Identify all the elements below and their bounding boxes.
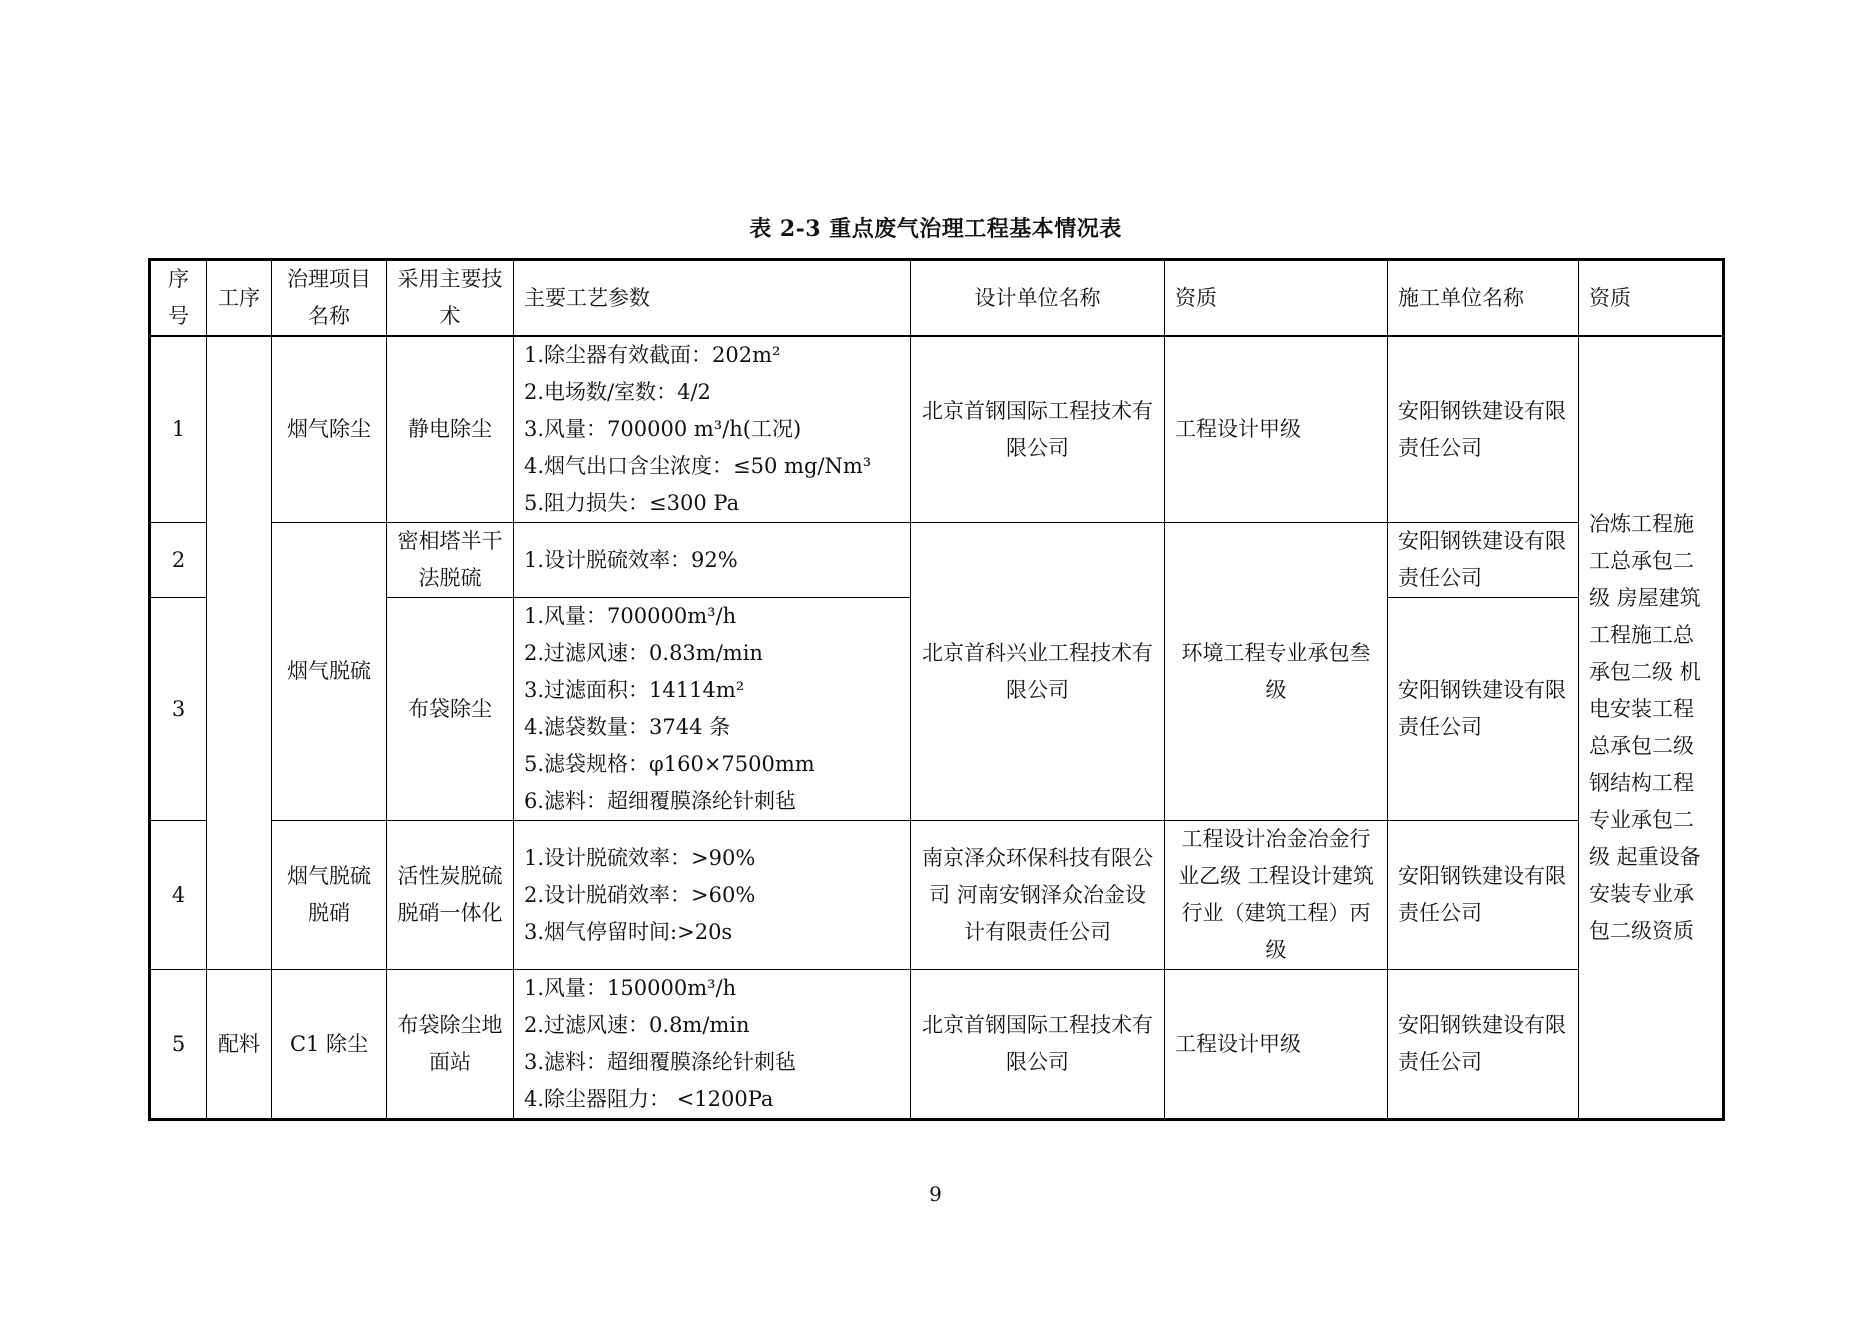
param-line: 5.滤袋规格：φ160×7500mm bbox=[524, 752, 815, 776]
row-params bbox=[514, 336, 911, 523]
builder-qualification-merged: 冶炼工程施工总承包二级 房屋建筑工程施工总承包二级 机电安装工程总承包二级 钢结构工程专业承包二级 起重设备安装专业承包二级资质 bbox=[1579, 336, 1724, 1120]
row-no: 5 bbox=[150, 970, 207, 1120]
row-designer-qualification: 工程设计甲级 bbox=[1165, 970, 1388, 1120]
row-params bbox=[514, 821, 911, 970]
row-no: 1 bbox=[150, 336, 207, 523]
row-designer: 北京首钢国际工程技术有限公司 bbox=[911, 336, 1165, 523]
header-builder: 施工单位名称 bbox=[1388, 260, 1579, 337]
row-project-name: 烟气脱硫脱硝 bbox=[272, 821, 387, 970]
row-technology: 布袋除尘地面站 bbox=[387, 970, 514, 1120]
param-line: 2.过滤风速：0.8m/min bbox=[524, 1013, 750, 1037]
param-line: 4.烟气出口含尘浓度：≤50 mg/Nm³ bbox=[524, 454, 872, 478]
header-builder-qualification: 资质 bbox=[1579, 260, 1724, 337]
row-project-name: 烟气除尘 bbox=[272, 336, 387, 523]
row-process: 配料 bbox=[207, 970, 272, 1120]
row-technology: 静电除尘 bbox=[387, 336, 514, 523]
row-designer: 南京泽众环保科技有限公司 河南安钢泽众冶金设计有限责任公司 bbox=[911, 821, 1165, 970]
row-builder: 安阳钢铁建设有限责任公司 bbox=[1388, 970, 1579, 1120]
param-line: 1.风量：700000m³/h bbox=[524, 604, 737, 628]
param-line: 2.设计脱硝效率：>60% bbox=[524, 882, 756, 907]
table-row bbox=[150, 970, 1724, 1120]
row-no: 2 bbox=[150, 523, 207, 598]
param-line: 2.过滤风速：0.83m/min bbox=[524, 641, 763, 665]
row-designer-qualification: 工程设计甲级 bbox=[1165, 336, 1388, 523]
row-designer: 北京首钢国际工程技术有限公司 bbox=[911, 970, 1165, 1120]
header-technology: 采用主要技术 bbox=[387, 260, 514, 337]
waste-gas-treatment-table bbox=[148, 258, 1725, 1121]
table-row bbox=[150, 523, 1724, 598]
row-params bbox=[514, 523, 911, 598]
row-builder: 安阳钢铁建设有限责任公司 bbox=[1388, 598, 1579, 821]
row-designer-qualification: 工程设计冶金冶金行业乙级 工程设计建筑行业（建筑工程）丙级 bbox=[1165, 821, 1388, 970]
header-designer-qualification: 资质 bbox=[1165, 260, 1388, 337]
param-line: 6.滤料：超细覆膜涤纶针刺毡 bbox=[524, 789, 797, 813]
row-designer-merged: 北京首科兴业工程技术有限公司 bbox=[911, 523, 1165, 821]
row-technology: 密相塔半干法脱硫 bbox=[387, 523, 514, 598]
row-builder: 安阳钢铁建设有限责任公司 bbox=[1388, 821, 1579, 970]
row-technology: 活性炭脱硫脱硝一体化 bbox=[387, 821, 514, 970]
row-builder: 安阳钢铁建设有限责任公司 bbox=[1388, 523, 1579, 598]
param-line: 4.除尘器阻力： <1200Pa bbox=[524, 1087, 774, 1111]
param-line: 4.滤袋数量：3744 条 bbox=[524, 715, 731, 739]
table-title: 表 2-3 重点废气治理工程基本情况表 bbox=[749, 216, 1122, 242]
param-line: 1.除尘器有效截面：202m² bbox=[524, 343, 781, 367]
table-row bbox=[150, 336, 1724, 523]
header-params: 主要工艺参数 bbox=[514, 260, 911, 337]
header-designer: 设计单位名称 bbox=[911, 260, 1165, 337]
header-process: 工序 bbox=[207, 260, 272, 337]
row-process-merged bbox=[207, 336, 272, 970]
header-no: 序号 bbox=[150, 260, 207, 337]
param-line: 3.烟气停留时间:>20s bbox=[524, 919, 733, 944]
page-number: 9 bbox=[929, 1182, 942, 1206]
row-designer-qualification-merged: 环境工程专业承包叁级 bbox=[1165, 523, 1388, 821]
param-line: 2.电场数/室数：4/2 bbox=[524, 380, 711, 404]
row-technology: 布袋除尘 bbox=[387, 598, 514, 821]
param-line: 3.过滤面积：14114m² bbox=[524, 678, 745, 702]
row-project-name: C1 除尘 bbox=[272, 970, 387, 1120]
param-line: 1.设计脱硫效率：>90% bbox=[524, 845, 756, 870]
param-line: 1.风量：150000m³/h bbox=[524, 976, 737, 1000]
header-project-name: 治理项目名称 bbox=[272, 260, 387, 337]
table-row bbox=[150, 821, 1724, 970]
param-line: 1.设计脱硫效率：92% bbox=[524, 547, 738, 572]
header-row bbox=[150, 260, 1724, 337]
row-params bbox=[514, 970, 911, 1120]
param-line: 5.阻力损失：≤300 Pa bbox=[524, 491, 740, 515]
row-no: 4 bbox=[150, 821, 207, 970]
row-params bbox=[514, 598, 911, 821]
param-line: 3.滤料：超细覆膜涤纶针刺毡 bbox=[524, 1050, 797, 1074]
row-no: 3 bbox=[150, 598, 207, 821]
param-line: 3.风量：700000 m³/h(工况) bbox=[524, 417, 802, 441]
row-builder: 安阳钢铁建设有限责任公司 bbox=[1388, 336, 1579, 523]
row-project-name-merged: 烟气脱硫 bbox=[272, 523, 387, 821]
